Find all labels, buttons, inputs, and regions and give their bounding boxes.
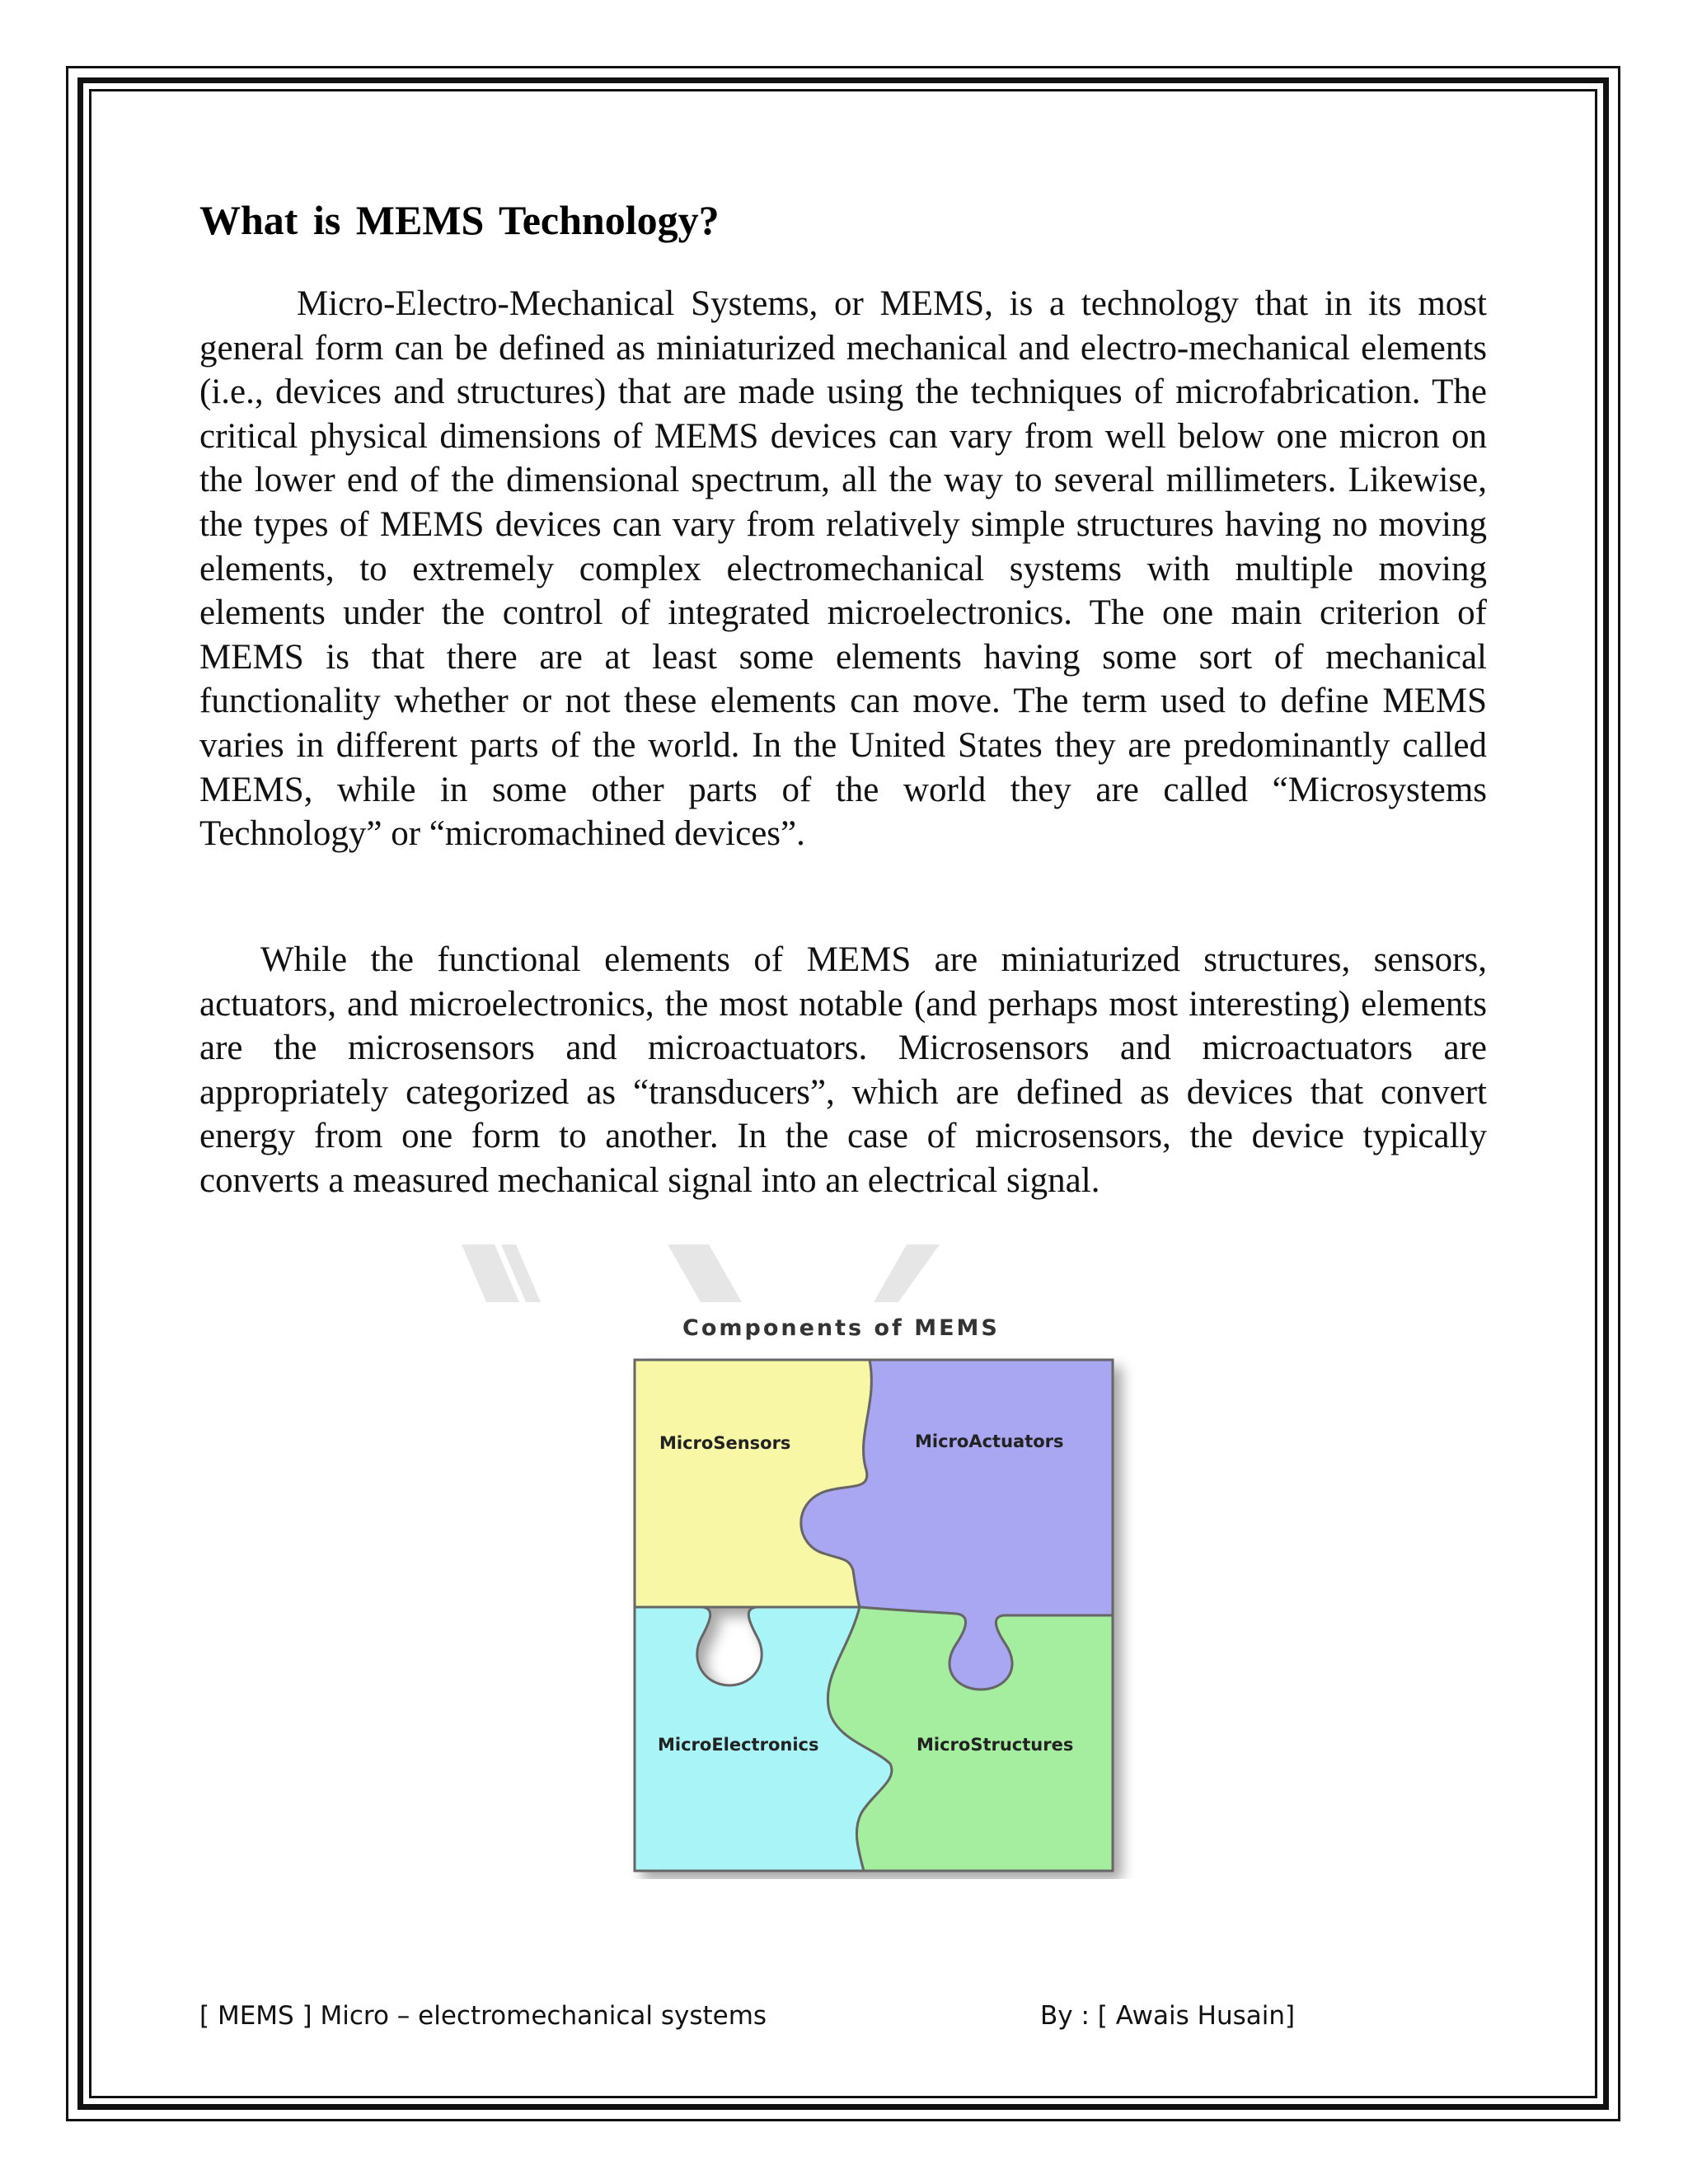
paragraph-definition: Micro-Electro-Mechanical Systems, or MEMS, is a technology that in its most general form can be defined as miniaturized mechanical and electro-mechanical elements (i.e., devices and structures) that are made using the techniques of microfabrication. The critical physical dimensions of MEMS devices can vary from well below one micron on the lower end of the dimensional spectrum, all the way to several millimeters. Likewise, the types of MEMS devices can vary from relatively simple structures having no moving elements, to extremely complex electromechanical systems with multiple moving elements under the control of integrated microelectronics. The one main criterion of MEMS is that there are at least some elements having some sort of mechanical functionality whether or not these elements can move. The term used to define MEMS varies in different parts of the world. In the United States they are predominantly called MEMS, while in some other parts of the world they are called “Microsystems Technology” or “micromachined devices”. (199, 284, 1487, 854)
label-microsensors: MicroSensors (659, 1433, 791, 1453)
paragraph-transducers: While the functional elements of MEMS are miniaturized structures, sensors, actuators, and microelectronics, the most notable (and perhaps most interesting) elements are the microsensors and microactuators. Microsensors and microactuators are appropriately categorized as “transducers”, which are defined as devices that convert energy from one form to another. In the case of microsensors, the device typically converts a measured mechanical signal into an electrical signal. (199, 940, 1487, 1200)
page-title: What is MEMS Technology? (199, 197, 720, 243)
mems-components-puzzle (626, 1352, 1154, 1879)
label-microactuators: MicroActuators (915, 1432, 1064, 1451)
label-microelectronics: MicroElectronics (658, 1735, 819, 1755)
label-microstructures: MicroStructures (917, 1735, 1074, 1755)
footer-author: By : [ Awais Husain] (1040, 2001, 1296, 2031)
footer-document-title: [ MEMS ] Micro – electromechanical systems (199, 2001, 767, 2031)
puzzle-piece-microsensors (635, 1360, 871, 1607)
watermark (462, 1244, 956, 1302)
figure-title: Components of MEMS (682, 1315, 1000, 1341)
